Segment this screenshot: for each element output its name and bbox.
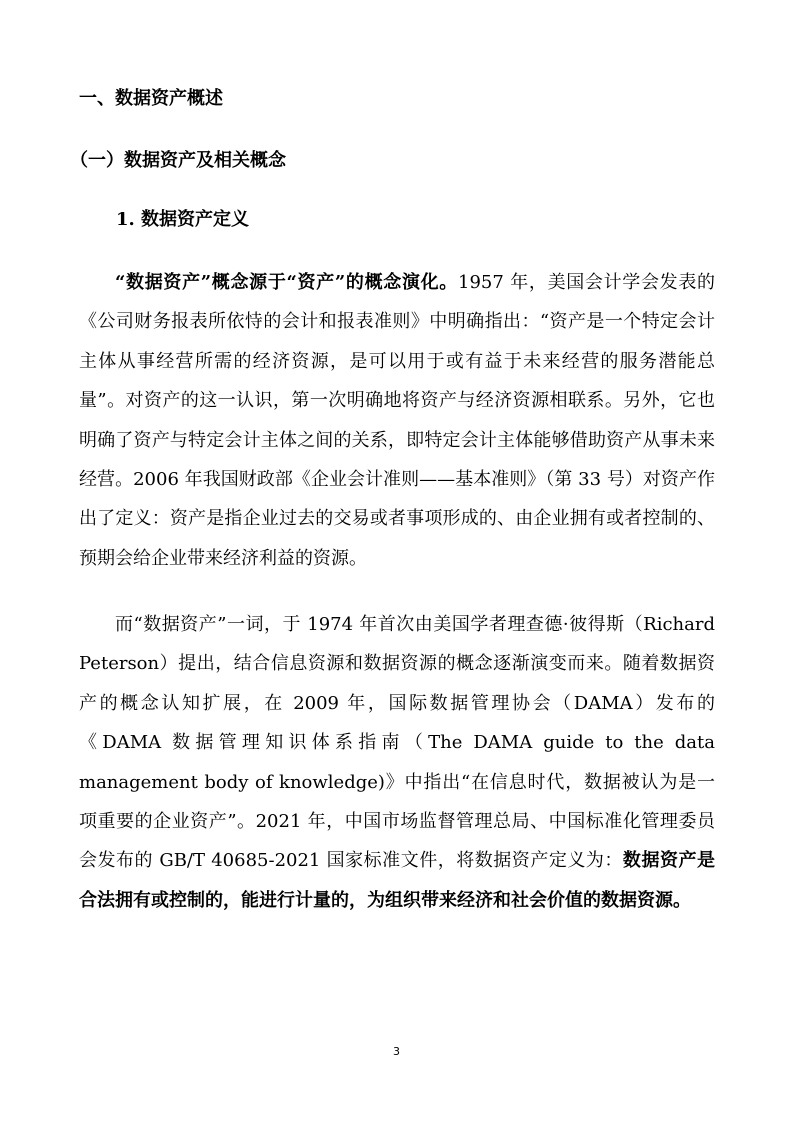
page-number: 3 bbox=[393, 1045, 400, 1058]
paragraph-data-asset-definition bbox=[79, 605, 715, 920]
paragraph-asset-concept bbox=[79, 263, 715, 578]
definition-bold: 数据资产是合法拥有或控制的，能进行计量的，为组织带来经济和社会价值的数据资源。 bbox=[79, 850, 715, 911]
paragraph-lead-bold: “数据资产”概念源于“资产”的概念演化。 bbox=[115, 272, 458, 293]
subsection-heading: （一）数据资产及相关概念 bbox=[70, 150, 286, 171]
paragraph-body: 1957 年，美国会计学会发表的《公司财务报表所依恃的会计和报表准则》中明确指出：“资产是一个特定会计主体从事经营所需的经济资源，是可以用于或有益于未来经营的服务潜能总量”。对资产的这一认识，第一次明确地将资产与经济资源相联系。另外，它也明确了资产与特定会计主体之间的关系，即特定会计主体能够借助资产从事未来经营。2006 年我国财政部《企业会计准则——基本准则》（第 33 号）对资产作出了定义：资产是指企业过去的交易或者事项形成的、由企业拥有或者控制的、预期会给企业带来经济利益的资源。 bbox=[79, 272, 715, 569]
subsubsection-heading: 1. 数据资产定义 bbox=[116, 209, 250, 230]
paragraph-body: 而“数据资产”一词，于 1974 年首次由美国学者理查德·彼得斯（Richard Peterson）提出，结合信息资源和数据资源的概念逐渐演变而来。随着数据资产的概念认知扩展，在 2009 年，国际数据管理协会（DAMA）发布的《DAMA 数据管理知识体系指南（The DAMA guide to the data management body of knowledge)》中指出“在信息时代，数据被认为是一项重要的企业资产”。2021 年，中国市场监督管理总局、中国标准化管理委员会发布的 GB/T 40685-2021 国家标准文件，将数据资产定义为： bbox=[79, 614, 715, 872]
section-heading: 一、数据资产概述 bbox=[79, 88, 223, 109]
